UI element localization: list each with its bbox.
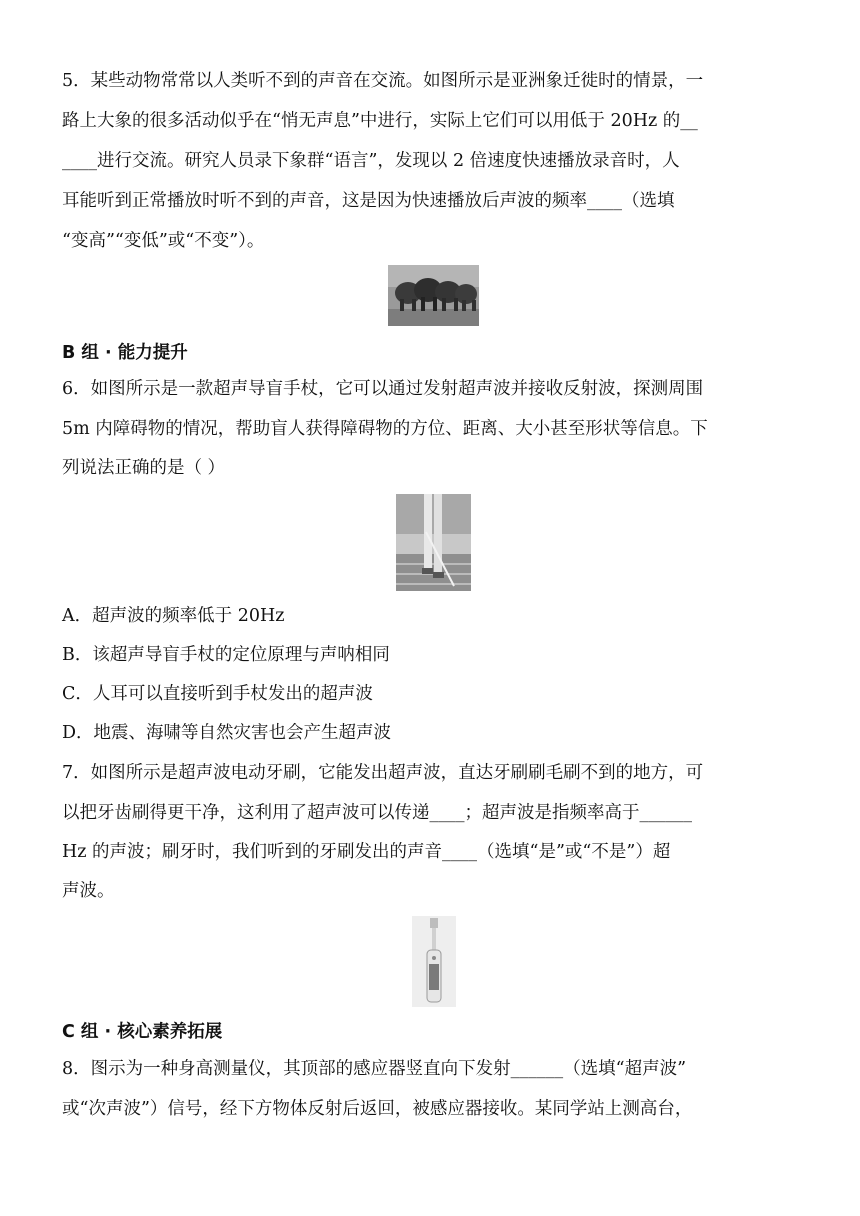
q6-line-3: 列说法正确的是（ ） xyxy=(62,458,226,478)
q7-line-4: 声波。 xyxy=(62,881,115,901)
q5-line-1: 5．某些动物常常以人类听不到的声音在交流。如图所示是亚洲象迁徙时的情景，一 xyxy=(62,71,704,91)
section-c-heading: C 组 · 核心素养拓展 xyxy=(62,1022,223,1042)
q7-line-3: Hz 的声波；刷牙时，我们听到的牙刷发出的声音____（选填“是”或“不是”）超 xyxy=(62,842,671,862)
q6-line-2: 5m 内障碍物的情况，帮助盲人获得障碍物的方位、距离、大小甚至形状等信息。下 xyxy=(62,419,708,439)
q5-line-3: ____进行交流。研究人员录下象群“语言”，发现以 2 倍速度快速播放录音时，人 xyxy=(62,151,680,171)
section-b-heading: B 组 · 能力提升 xyxy=(62,343,188,363)
q5-line-2: 路上大象的很多活动似乎在“悄无声息”中进行，实际上它们可以用低于 20Hz 的__ xyxy=(62,111,698,131)
q8-line-2: 或“次声波”）信号，经下方物体反射后返回，被感应器接收。某同学站上测高台， xyxy=(62,1099,693,1119)
elephant-herd-image xyxy=(388,265,479,326)
q6-line-1: 6．如图所示是一款超声导盲手杖，它可以通过发射超声波并接收反射波，探测周围 xyxy=(62,379,704,399)
q6-option-c: C．人耳可以直接听到手杖发出的超声波 xyxy=(62,684,373,704)
ultrasonic-cane-image xyxy=(396,494,471,591)
q7-line-2: 以把牙齿刷得更干净，这利用了超声波可以传递____；超声波是指频率高于______ xyxy=(62,803,692,823)
q5-line-5: “变高”“变低”或“不变”）。 xyxy=(62,231,265,251)
q7-line-1: 7．如图所示是超声波电动牙刷，它能发出超声波，直达牙刷刷毛刷不到的地方，可 xyxy=(62,763,704,783)
q8-line-1: 8．图示为一种身高测量仪，其顶部的感应器竖直向下发射______（选填“超声波” xyxy=(62,1059,687,1079)
q6-option-b: B．该超声导盲手杖的定位原理与声呐相同 xyxy=(62,645,390,665)
electric-toothbrush-image xyxy=(412,916,456,1007)
q5-line-4: 耳能听到正常播放时听不到的声音，这是因为快速播放后声波的频率____（选填 xyxy=(62,191,675,211)
q6-option-d: D．地震、海啸等自然灾害也会产生超声波 xyxy=(62,723,392,743)
q6-option-a: A．超声波的频率低于 20Hz xyxy=(62,606,285,626)
